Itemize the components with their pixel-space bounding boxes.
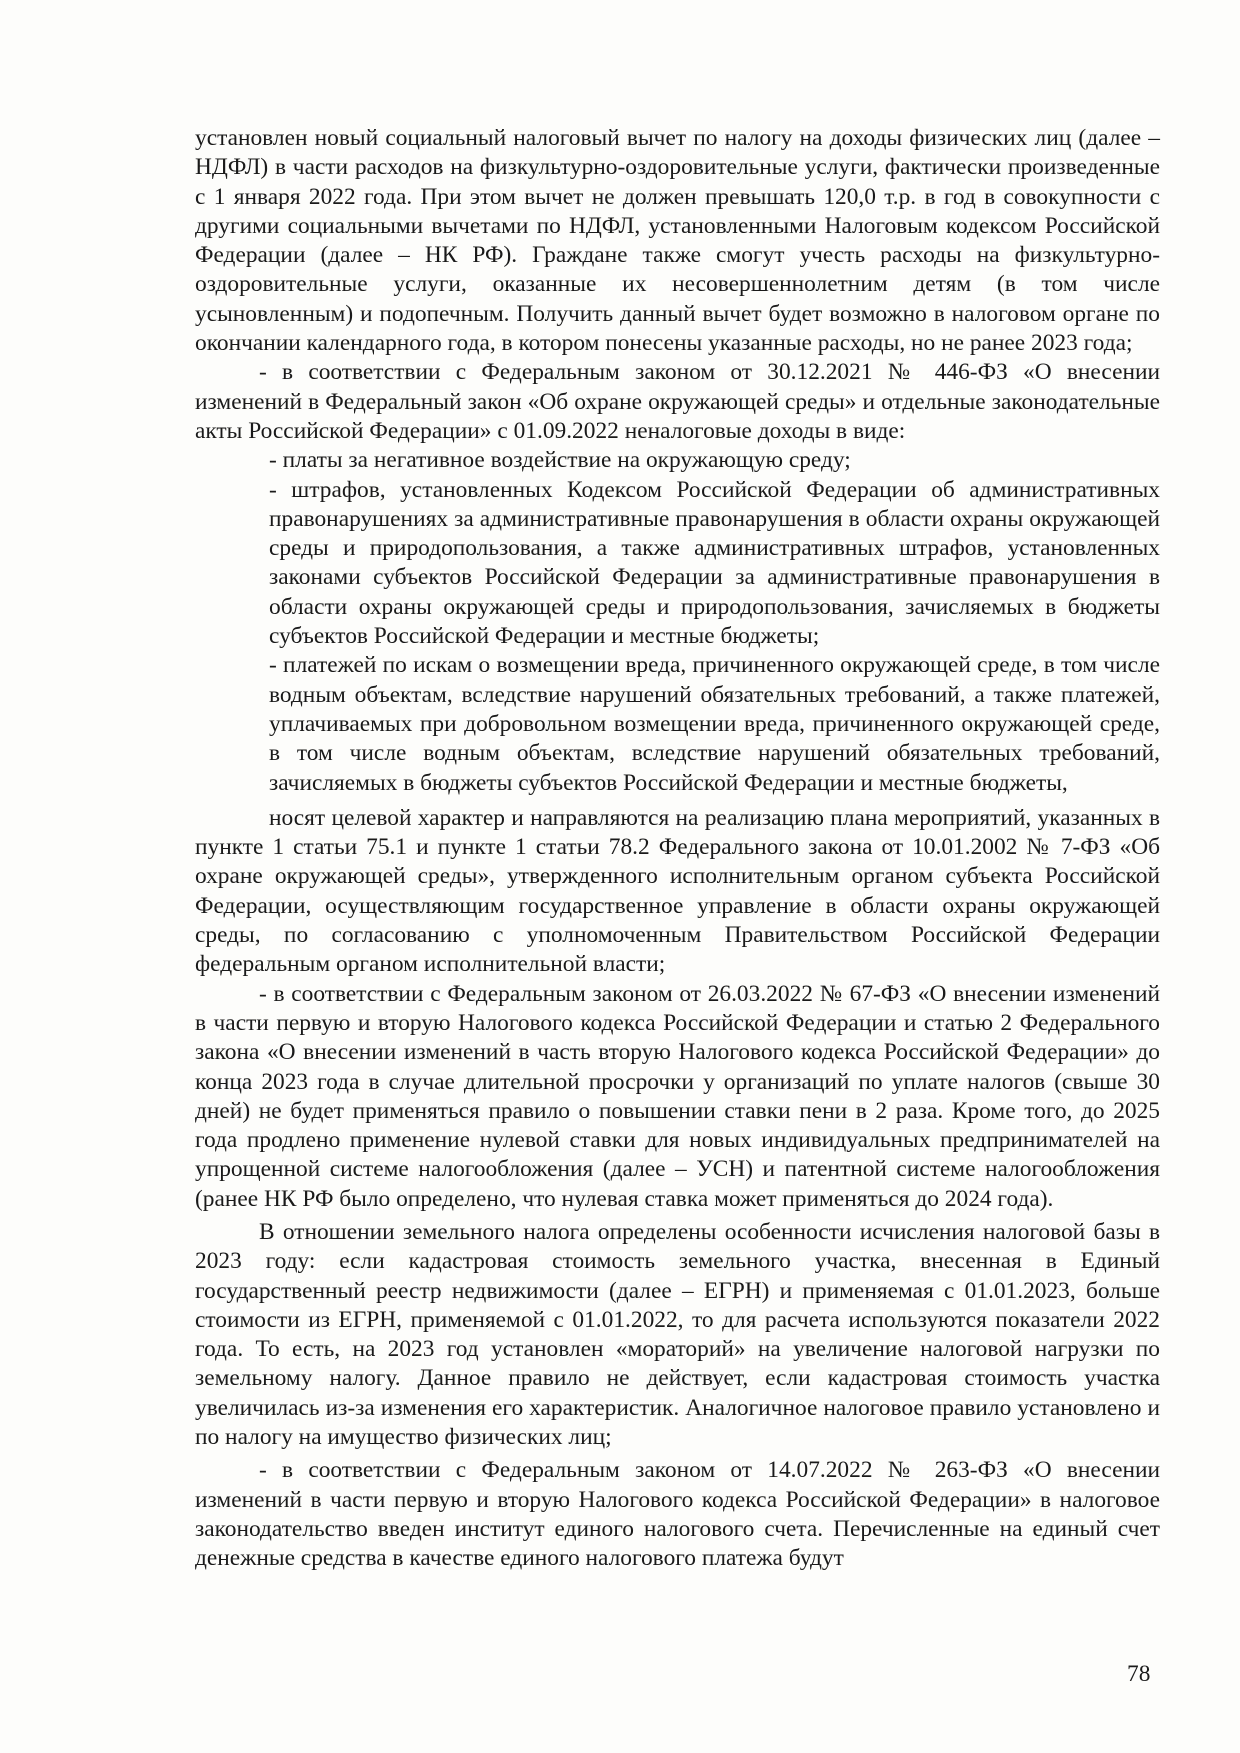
paragraph-law-446: - в соответствии с Федеральным законом от 30.12.2021 № 446-ФЗ «О внесении изменений в Федеральный закон «Об охране окружающей среды» и отдельные законодательные акты Российской Федерации» с 01.09.2022 неналоговые доходы в виде:: [195, 359, 1160, 444]
paragraph-land-tax: В отношении земельного налога определены особенности исчисления налоговой базы в 2023 году: если кадастровая стоимость земельного участка, внесенная в Единый государственный реестр недвижимости (далее – ЕГРН) и применяемая с 01.01.2023, больше стоимости из ЕГРН, применяемой с 01.01.2022, то для расчета используются показатели 2022 года. То есть, на 2023 год установлен «мораторий» на увеличение налоговой нагрузки по земельному налогу. Данное правило не действует, если кадастровая стоимость участка увеличилась из-за изменения его характеристик. Аналогичное налоговое правило установлено и по налогу на имущество физических лиц;: [195, 1218, 1160, 1451]
paragraph-ndfl-deduction: установлен новый социальный налоговый вычет по налогу на доходы физических лиц (далее – НДФЛ) в части расходов на физкультурно-оздоровительные услуги, фактически произведенные с 1 января 2022 года. При этом вычет не должен превышать 120,0 т.р. в год в совокупности с другими социальными вычетами по НДФЛ, установленными Налоговым кодексом Российской Федерации (далее – НК РФ). Граждане также смогут учесть расходы на физкультурно-оздоровительные услуги, оказанные их несовершеннолетним детям (в том числе усыновленным) и подопечным. Получить данный вычет будет возможно в налоговом органе по окончании календарного года, в котором понесены указанные расходы, но не ранее 2023 года;: [195, 125, 1160, 357]
paragraph-law-67: - в соответствии с Федеральным законом от 26.03.2022 № 67-ФЗ «О внесении изменений в части первую и вторую Налогового кодекса Российской Федерации и статью 2 Федерального закона «О внесении изменений в часть вторую Налогового кодекса Российской Федерации» до конца 2023 года в случае длительной просрочки у организаций по уплате налогов (свыше 30 дней) не будет применяться правило о повышении ставки пени в 2 раза. Кроме того, до 2025 года продлено применение нулевой ставки для новых индивидуальных предпринимателей на упрощенной системе налогообложения (далее – УСН) и патентной системе налогообложения (ранее НК РФ было определено, что нулевая ставка может применяться до 2024 года).: [195, 980, 1160, 1212]
list-item-fines: - штрафов, установленных Кодексом Российской Федерации об административных правонарушениях за административные правонарушения в области охраны окружающей среды и природопользования, а также административных штрафов, установленных законами субъектов Российской Федерации за административные правонарушения в области охраны окружающей среды и природопользования, зачисляемых в бюджеты субъектов Российской Федерации и местные бюджеты;: [269, 476, 1160, 650]
list-item-negative-impact-fee: - платы за негативное воздействие на окружающую среду;: [269, 447, 851, 474]
page-number: 78: [1127, 1661, 1151, 1687]
paragraph-law-263: - в соответствии с Федеральным законом от 14.07.2022 № 263-ФЗ «О внесении изменений в части первую и вторую Налогового кодекса Российской Федерации» в налоговое законодательство введен институт единого налогового счета. Перечисленные на единый счет денежные средства в качестве единого налогового платежа будут: [195, 1457, 1160, 1572]
page-body: [195, 124, 1160, 1574]
paragraph-targeted-use: носят целевой характер и направляются на реализацию плана мероприятий, указанных в пункте 1 статьи 75.1 и пункте 1 статьи 78.2 Федерального закона от 10.01.2002 № 7-ФЗ «Об охране окружающей среды», утвержденного исполнительным органом субъекта Российской Федерации, осуществляющим государственное управление в области охраны окружающей среды, по согласованию с уполномоченным Правительством Российской Федерации федеральным органом исполнительной власти;: [195, 804, 1160, 978]
list-item-damage-payments: - платежей по искам о возмещении вреда, причиненного окружающей среде, в том числе водным объектам, вследствие нарушений обязательных требований, а также платежей, уплачиваемых при добровольном возмещении вреда, причиненного окружающей среде, в том числе водным объектам, вследствие нарушений обязательных требований, зачисляемых в бюджеты субъектов Российской Федерации и местные бюджеты,: [269, 652, 1160, 796]
